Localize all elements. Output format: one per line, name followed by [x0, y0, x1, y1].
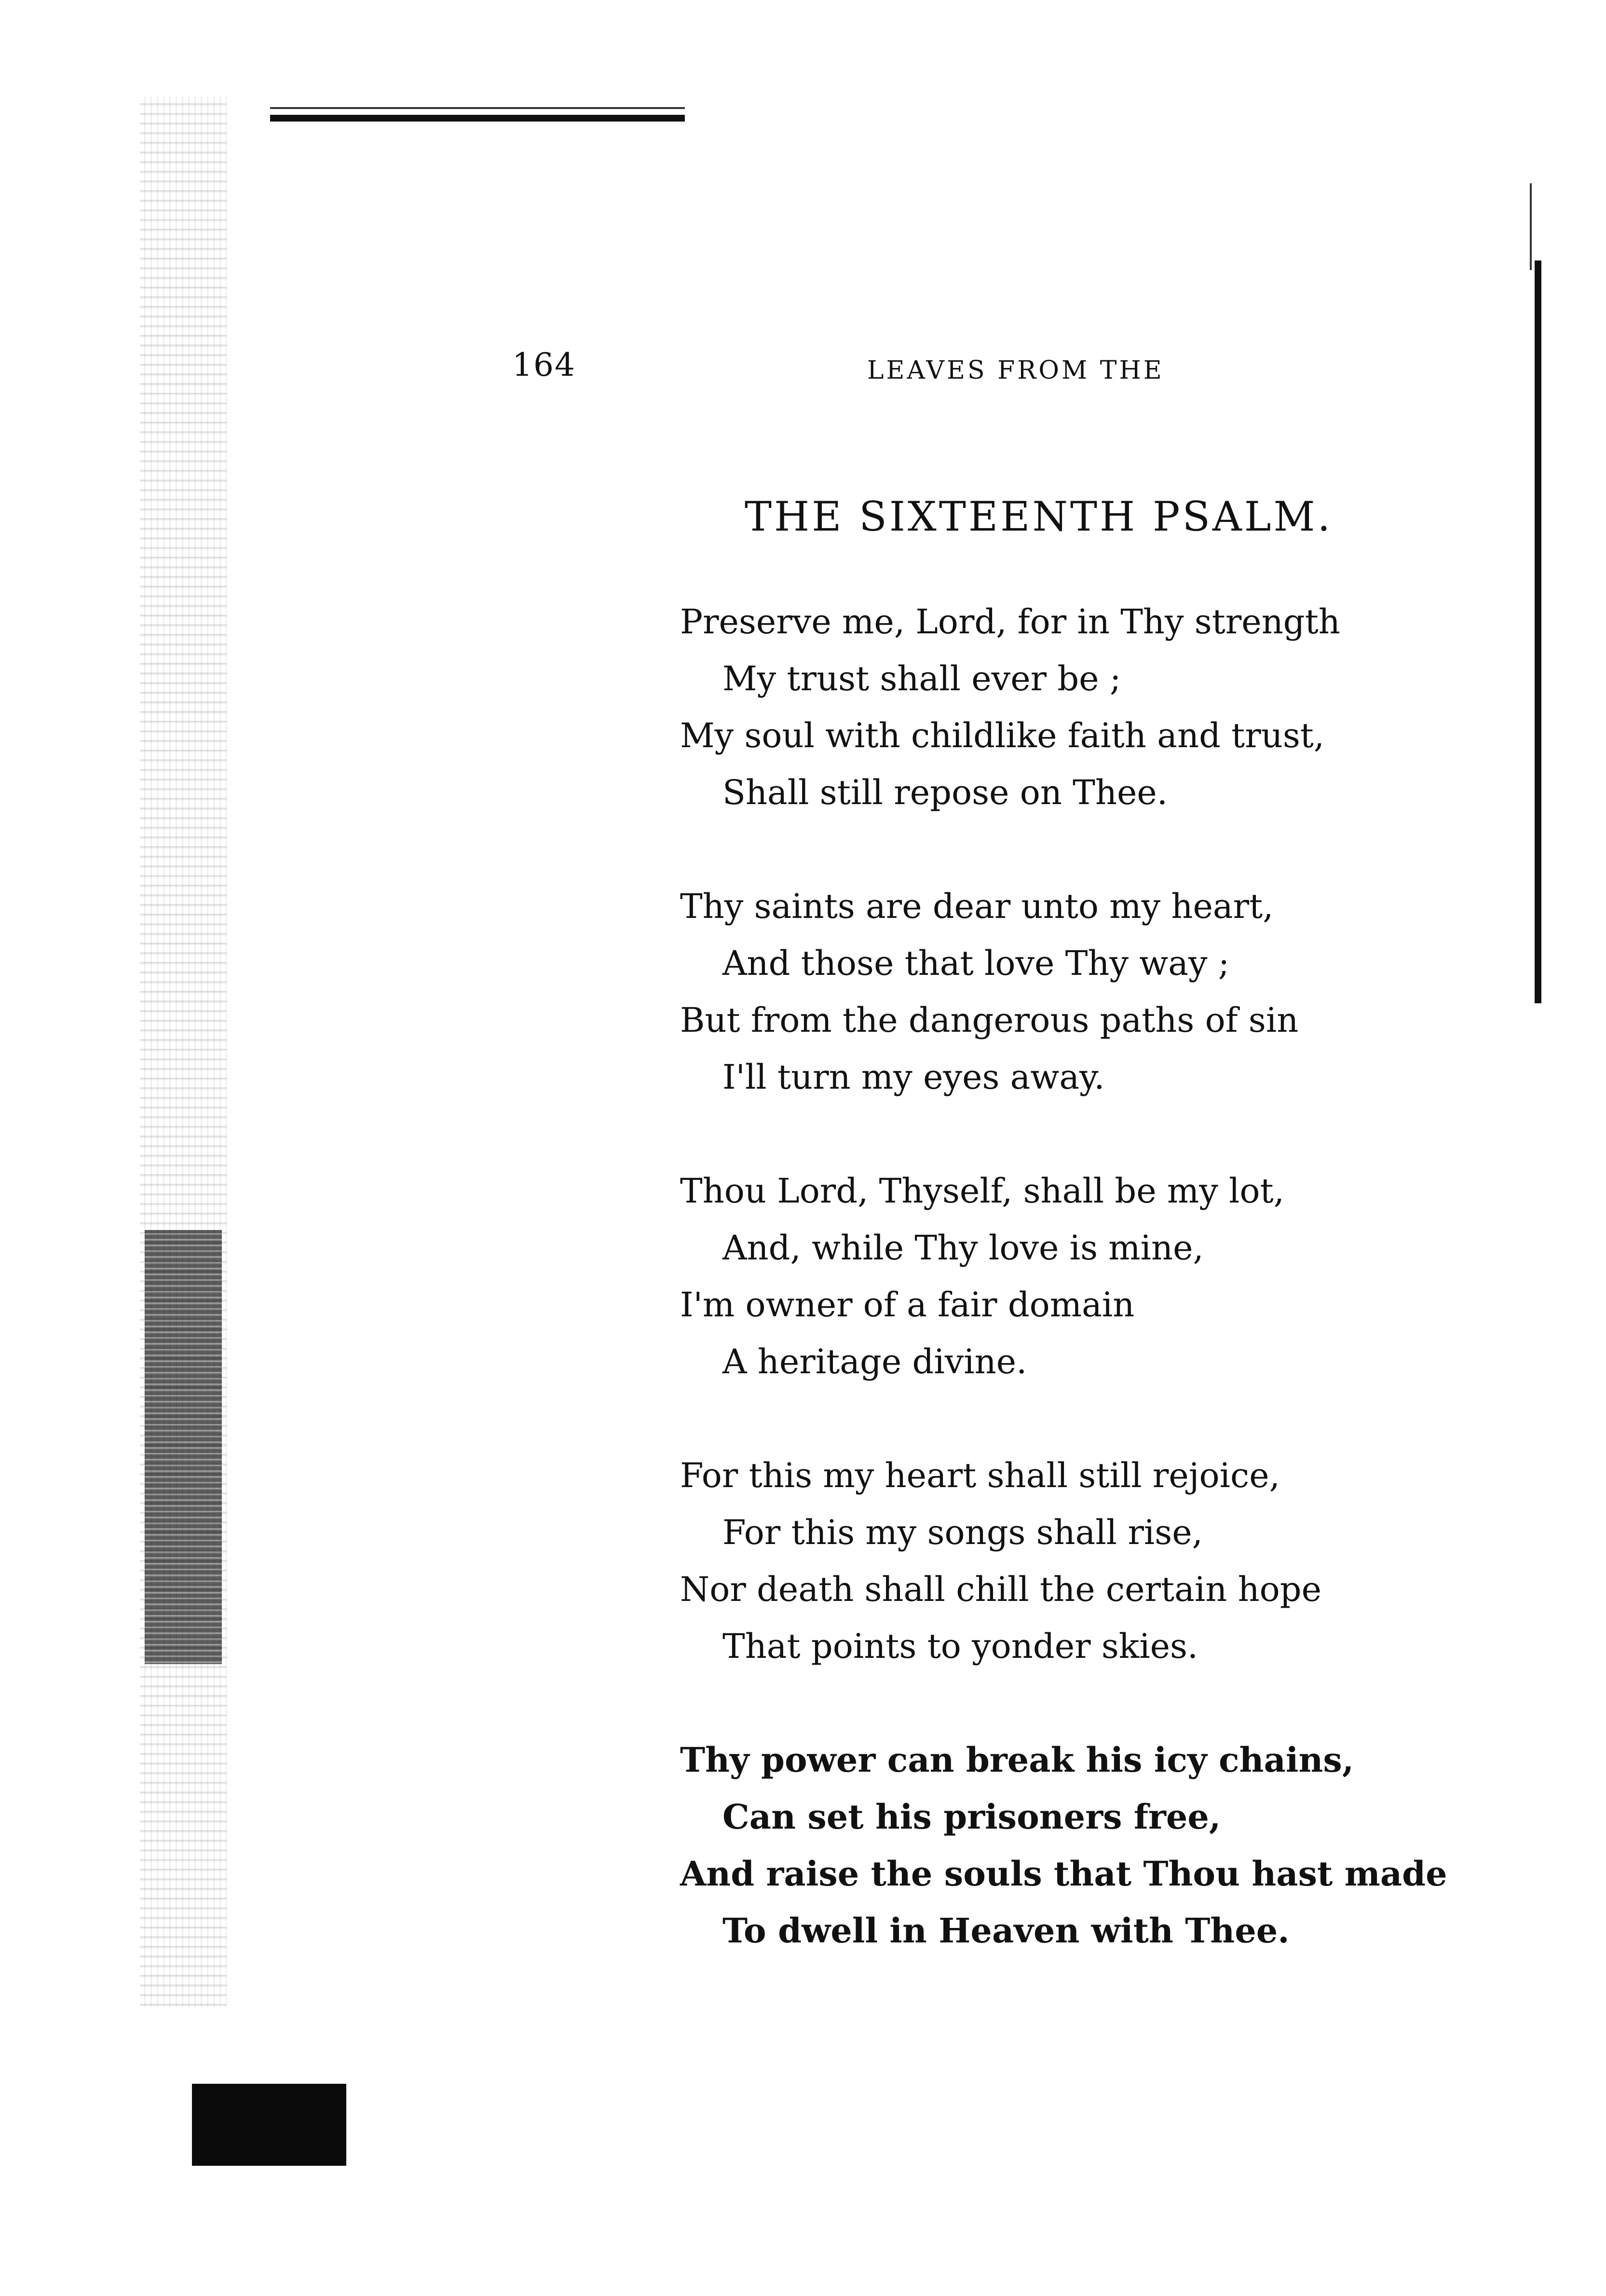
- stanza: [680, 1732, 1447, 1959]
- poem-line: And, while Thy love is mine,: [722, 1228, 1204, 1268]
- poem-line: Thy power can break his icy chains,: [680, 1740, 1354, 1780]
- poem-line: That points to yonder skies.: [722, 1626, 1198, 1666]
- poem-line: But from the dangerous paths of sin: [680, 1000, 1299, 1040]
- stanza: [680, 593, 1403, 821]
- poem-line: And those that love Thy way ;: [722, 943, 1230, 983]
- poem-title: THE SIXTEENTH PSALM.: [745, 493, 1333, 540]
- running-head: LEAVES FROM THE: [867, 356, 1164, 385]
- poem-line: To dwell in Heaven with Thee.: [722, 1911, 1290, 1951]
- scan-artifact-black-block: [192, 2084, 346, 2166]
- stanza: [680, 1447, 1403, 1675]
- scan-artifact-right-edge-thin: [1530, 183, 1532, 270]
- poem-line: I'm owner of a fair domain: [680, 1285, 1135, 1325]
- poem-line: For this my songs shall rise,: [722, 1513, 1203, 1552]
- poem-line: I'll turn my eyes away.: [722, 1057, 1105, 1097]
- poem-line: Can set his prisoners free,: [722, 1797, 1221, 1837]
- poem-line: My soul with childlike faith and trust,: [680, 716, 1325, 755]
- scan-artifact-left-margin-dense: [145, 1230, 222, 1664]
- poem-line: Thy saints are dear unto my heart,: [680, 887, 1274, 926]
- page-number: 164: [512, 346, 576, 383]
- poem-line: For this my heart shall still rejoice,: [680, 1456, 1280, 1495]
- poem-line: Nor death shall chill the certain hope: [680, 1570, 1322, 1609]
- stanza: [680, 1162, 1403, 1390]
- stanza: [680, 878, 1403, 1106]
- poem-line: And raise the souls that Thou hast made: [680, 1854, 1447, 1894]
- scan-artifact-right-edge: [1535, 260, 1541, 1003]
- poem-line: My trust shall ever be ;: [722, 659, 1121, 698]
- poem-line: Shall still repose on Thee.: [722, 773, 1168, 812]
- scan-artifact-top-rule-thin: [270, 107, 685, 109]
- poem-line: A heritage divine.: [722, 1342, 1027, 1381]
- scan-artifact-top-rule: [270, 115, 685, 122]
- poem-line: Preserve me, Lord, for in Thy strength: [680, 602, 1340, 642]
- scan-artifact-left-margin-noise: [140, 96, 227, 2007]
- poem-body: [680, 593, 1447, 2016]
- poem-line: Thou Lord, Thyself, shall be my lot,: [680, 1171, 1284, 1211]
